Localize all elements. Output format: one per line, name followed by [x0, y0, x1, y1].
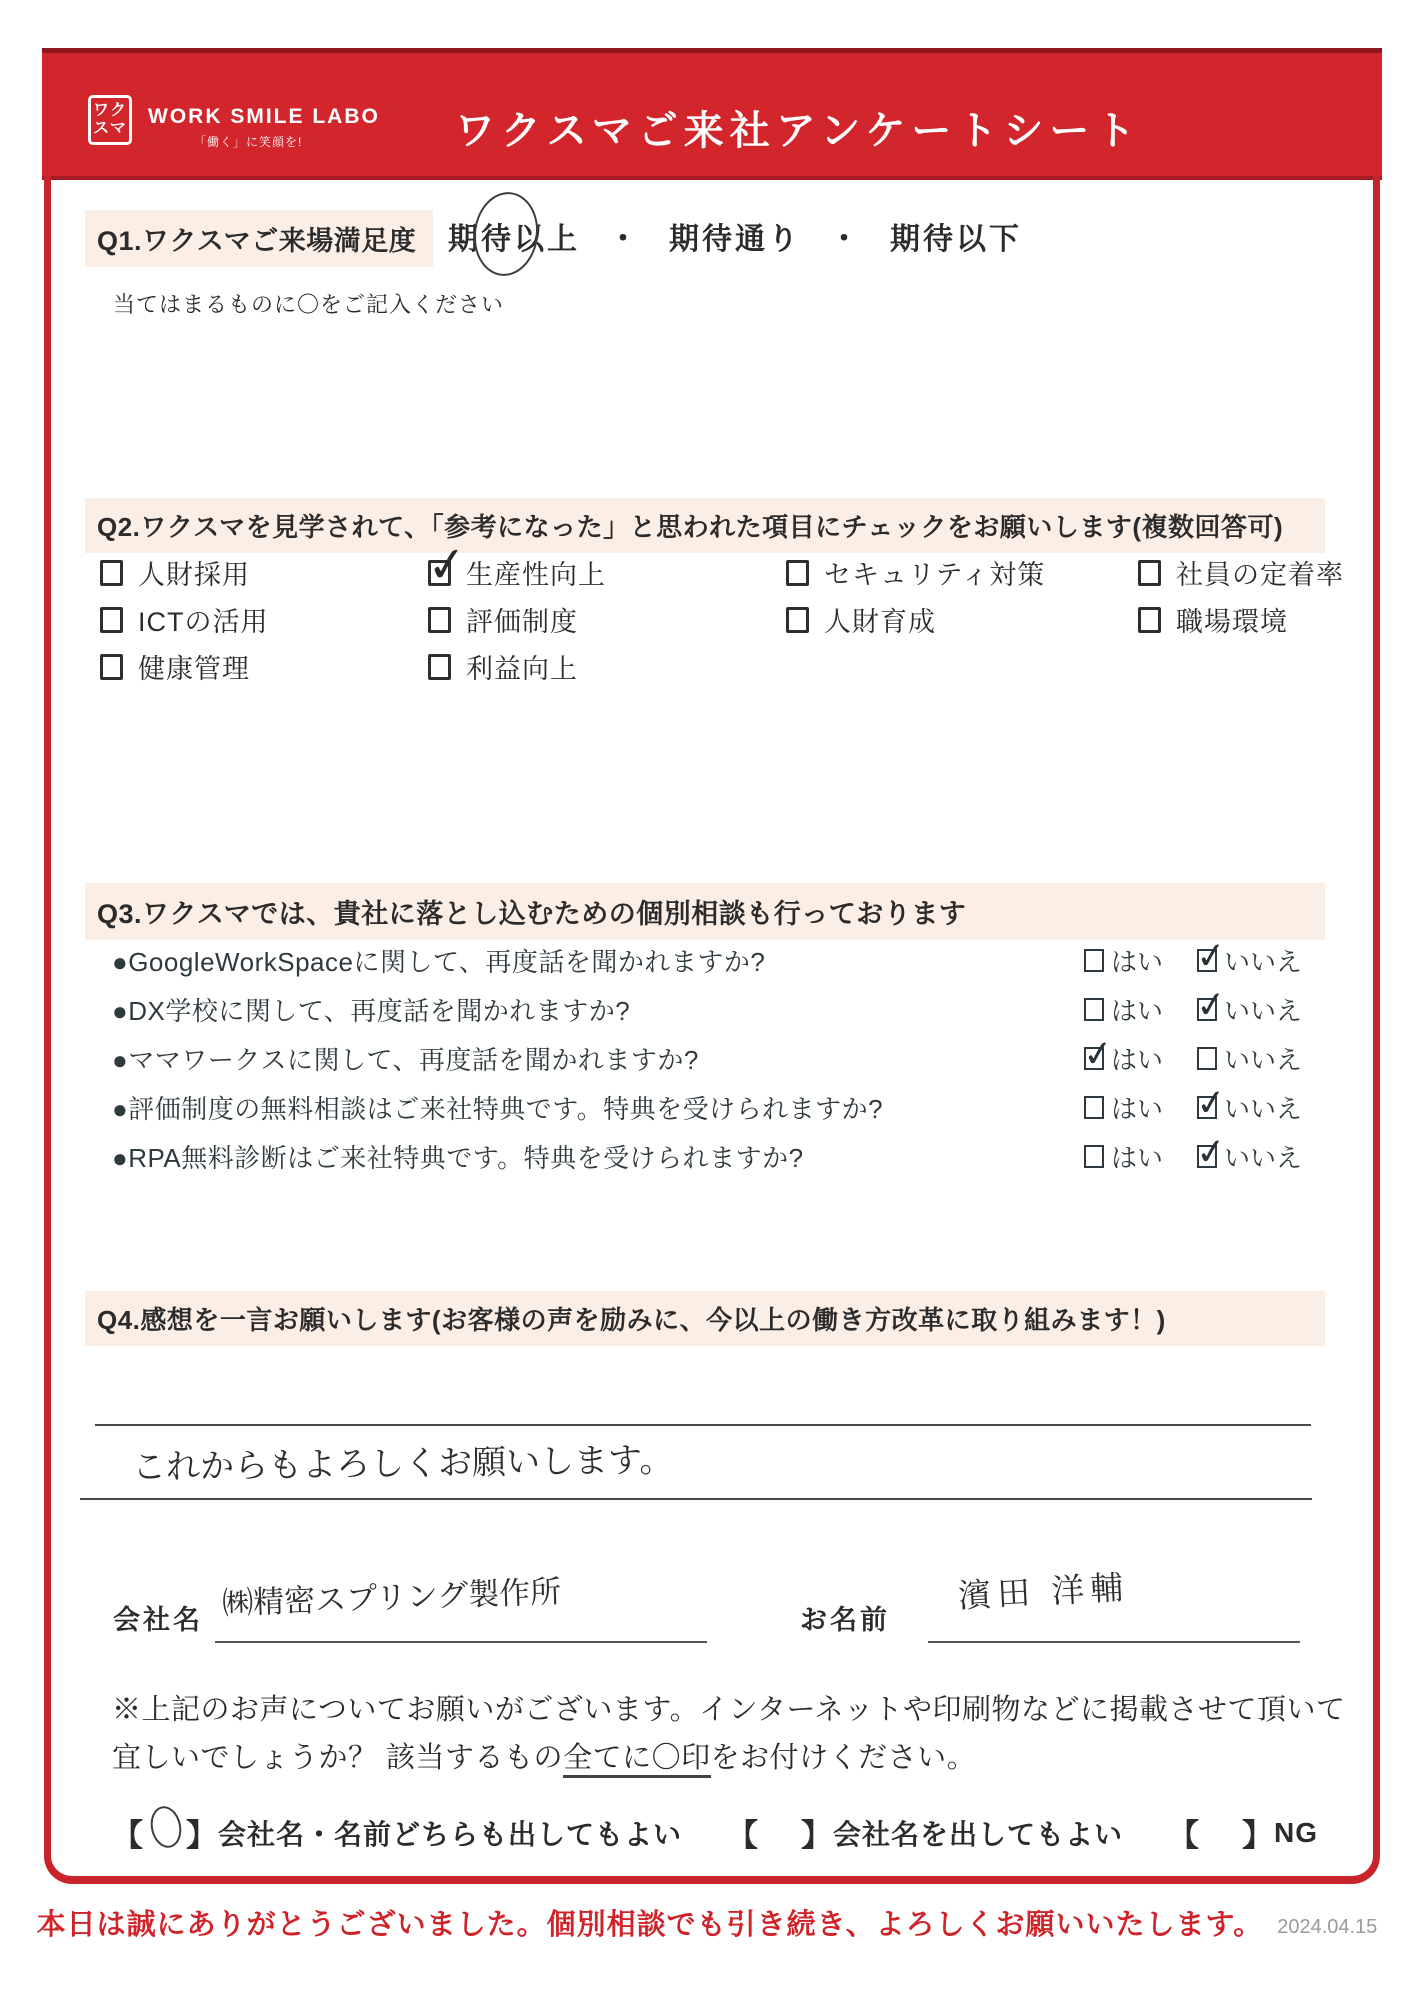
comment-rule-line: [95, 1424, 1311, 1426]
bracket: 【: [727, 1818, 760, 1853]
checkbox-label: はい: [1111, 947, 1164, 977]
q1-instruction: 当てはまるものに〇をご記入ください: [113, 292, 505, 317]
consent-option-ng: [1168, 1810, 1318, 1855]
company-name-label: 会社名: [113, 1605, 203, 1635]
q3-answers: [1084, 1089, 1322, 1126]
checkbox-label: 健康管理: [138, 654, 250, 684]
handwritten-comment: これからもよろしくお願いします。: [131, 1441, 674, 1487]
bracket: 】: [1242, 1818, 1275, 1853]
note-text: をお付けください。: [710, 1742, 977, 1774]
checkbox-label: 人財採用: [138, 560, 250, 590]
checkbox-label: いいえ: [1224, 947, 1303, 977]
consent-option-company-only: [727, 1810, 1123, 1855]
q3-question: ●ママワークスに関して、再度話を聞かれますか?: [112, 1045, 699, 1075]
checkbox-label: 生産性向上: [466, 560, 606, 590]
note-underlined-text: 全てに〇印: [563, 1742, 711, 1778]
option-separator: ・: [829, 223, 862, 256]
logo-text-bottom: スマ: [93, 120, 127, 137]
answer-yes: [1084, 1040, 1163, 1077]
note-line-1: ※上記のお声についてお願いがございます。インターネットや印刷物などに掲載させて頂いて: [112, 1694, 1346, 1726]
q3-question: ●RPA無料診断はご来社特典です。特典を受けられますか?: [112, 1143, 804, 1173]
checkbox: [1197, 1145, 1217, 1168]
answer-no: [1197, 1138, 1302, 1175]
checkbox: [1197, 998, 1217, 1021]
checkbox: [786, 560, 809, 586]
q3-question-list: [112, 936, 1322, 1181]
q3-row: [112, 1132, 1322, 1181]
consent-option-label: 会社名・名前どちらも出してもよい: [218, 1818, 683, 1850]
checkbox-label: 職場環境: [1176, 607, 1288, 637]
footer-thanks-message: 本日は誠にありがとうございました。個別相談でも引き続き、よろしくお願いいたします。: [36, 1909, 1264, 1941]
q2-item: [428, 603, 786, 636]
q3-row: [112, 1083, 1322, 1132]
q1-option-kitai-ijou: [448, 214, 580, 258]
checkbox: [428, 560, 451, 586]
handwritten-company-name: ㈱精密スプリング製作所: [221, 1574, 562, 1621]
footer: [0, 1902, 1414, 1943]
publish-permission-note: [112, 1686, 1346, 1782]
q3-heading: Q3.ワクスマでは、貴社に落とし込むための個別相談も行っております: [85, 883, 1325, 940]
checkbox: [786, 607, 809, 633]
person-name-label: お名前: [800, 1605, 890, 1635]
checkbox: [1138, 560, 1161, 586]
q1-option-kitai-ika: 期待以下: [890, 223, 1022, 256]
q4-heading: Q4.感想を一言お願いします(お客様の声を励みに、今以上の働き方改革に取り組みます！): [85, 1291, 1325, 1346]
comment-rule-line: [80, 1498, 1312, 1500]
checkbox-label: いいえ: [1224, 1094, 1303, 1124]
q3-answers: [1084, 1040, 1322, 1077]
brand-slogan: 「働く」に笑顔を!: [194, 135, 303, 149]
publish-consent-options: [112, 1810, 1318, 1855]
q3-answers: [1084, 942, 1322, 979]
handwritten-circle-slot: [144, 1812, 186, 1854]
q3-row: [112, 985, 1322, 1034]
checkbox: [100, 560, 123, 586]
q2-item: [428, 556, 786, 589]
checkbox-label: 利益向上: [466, 654, 578, 684]
page-title: ワクスマご来社アンケートシート: [455, 109, 1142, 153]
bracket: 】: [801, 1818, 834, 1853]
q2-item: [1138, 556, 1350, 589]
checkbox: [100, 607, 123, 633]
checkbox: [1197, 1096, 1217, 1119]
logo-text-top: ワク: [92, 101, 127, 119]
checkbox-label: 評価制度: [466, 607, 578, 637]
answer-yes: [1084, 1138, 1163, 1175]
answer-no: [1197, 1040, 1302, 1077]
consent-option-label: NG: [1274, 1816, 1319, 1848]
q3-row: [112, 1034, 1322, 1083]
answer-yes: [1084, 942, 1163, 979]
checkbox: [1197, 1047, 1217, 1070]
checkbox-label: いいえ: [1224, 1143, 1303, 1173]
checkbox: [428, 607, 451, 633]
answer-yes: [1084, 991, 1163, 1028]
q3-question: ●GoogleWorkSpaceに関して、再度話を聞かれますか?: [112, 947, 766, 977]
q2-heading: Q2.ワクスマを見学されて、「参考になった」と思われた項目にチェックをお願いします(複数回答可): [85, 498, 1325, 553]
q3-answers: [1084, 1138, 1322, 1175]
q2-item: [786, 556, 1138, 589]
checkbox: [428, 654, 451, 680]
person-name-underline: [928, 1641, 1300, 1643]
note-line-2: [112, 1734, 1346, 1782]
q3-answers: [1084, 991, 1322, 1028]
q2-item: [428, 650, 786, 683]
q2-item: [100, 650, 428, 683]
bracket: 】: [186, 1818, 218, 1853]
footer-date: 2024.04.15: [1277, 1916, 1378, 1938]
checkbox: [1084, 1145, 1104, 1168]
checkbox: [100, 654, 123, 680]
header-band: [42, 48, 1382, 180]
option-separator: ・: [608, 223, 641, 256]
brand-name: WORK SMILE LABO: [148, 105, 380, 128]
answer-yes: [1084, 1089, 1163, 1126]
checkbox-label: はい: [1111, 1143, 1164, 1173]
checkbox: [1197, 949, 1217, 972]
checkbox-label: セキュリティ対策: [824, 560, 1046, 590]
checkbox-label: ICTの活用: [138, 607, 269, 637]
consent-option-label: 会社名を出してもよい: [833, 1818, 1124, 1850]
checkbox-label: いいえ: [1224, 996, 1303, 1026]
q3-row: [112, 936, 1322, 985]
checkbox-label: いいえ: [1224, 1045, 1303, 1075]
company-name-underline: [215, 1641, 707, 1643]
q1-option-kitai-doori: 期待通り: [669, 223, 801, 256]
handwritten-person-name: 濱田 洋輔: [957, 1568, 1131, 1615]
q3-question: ●評価制度の無料相談はご来社特典です。特典を受けられますか?: [112, 1094, 884, 1124]
answer-no: [1197, 991, 1302, 1028]
wakusuma-logo-icon: [88, 95, 132, 145]
checkbox: [1084, 1047, 1104, 1070]
q3-question: ●DX学校に関して、再度話を聞かれますか?: [112, 996, 631, 1026]
handwritten-circle-slot: [1200, 1812, 1242, 1854]
bracket: 【: [1168, 1818, 1201, 1853]
answer-no: [1197, 1089, 1302, 1126]
checkbox: [1084, 1096, 1104, 1119]
consent-option-both: [112, 1810, 682, 1855]
handwritten-circle-slot: [759, 1812, 801, 1854]
checkbox: [1138, 607, 1161, 633]
q1-options: [448, 214, 1022, 258]
note-text: 宜しいでしょうか？ 該当するもの: [112, 1742, 564, 1774]
q2-item: [786, 603, 1138, 636]
checkbox: [1084, 998, 1104, 1021]
checkbox-label: はい: [1111, 1094, 1164, 1124]
q1-option-label: 期待以上: [448, 223, 580, 256]
q2-checkbox-grid: [100, 556, 1350, 683]
q2-item: [100, 603, 428, 636]
checkbox-label: はい: [1111, 1045, 1164, 1075]
q2-item: [1138, 603, 1350, 636]
checkbox-label: 社員の定着率: [1176, 560, 1344, 590]
checkbox-label: 人財育成: [824, 607, 936, 637]
checkbox: [1084, 949, 1104, 972]
bracket: 【: [112, 1818, 144, 1853]
answer-no: [1197, 942, 1302, 979]
q1-heading: Q1.ワクスマご来場満足度: [85, 210, 433, 267]
q2-item: [100, 556, 428, 589]
checkbox-label: はい: [1111, 996, 1164, 1026]
